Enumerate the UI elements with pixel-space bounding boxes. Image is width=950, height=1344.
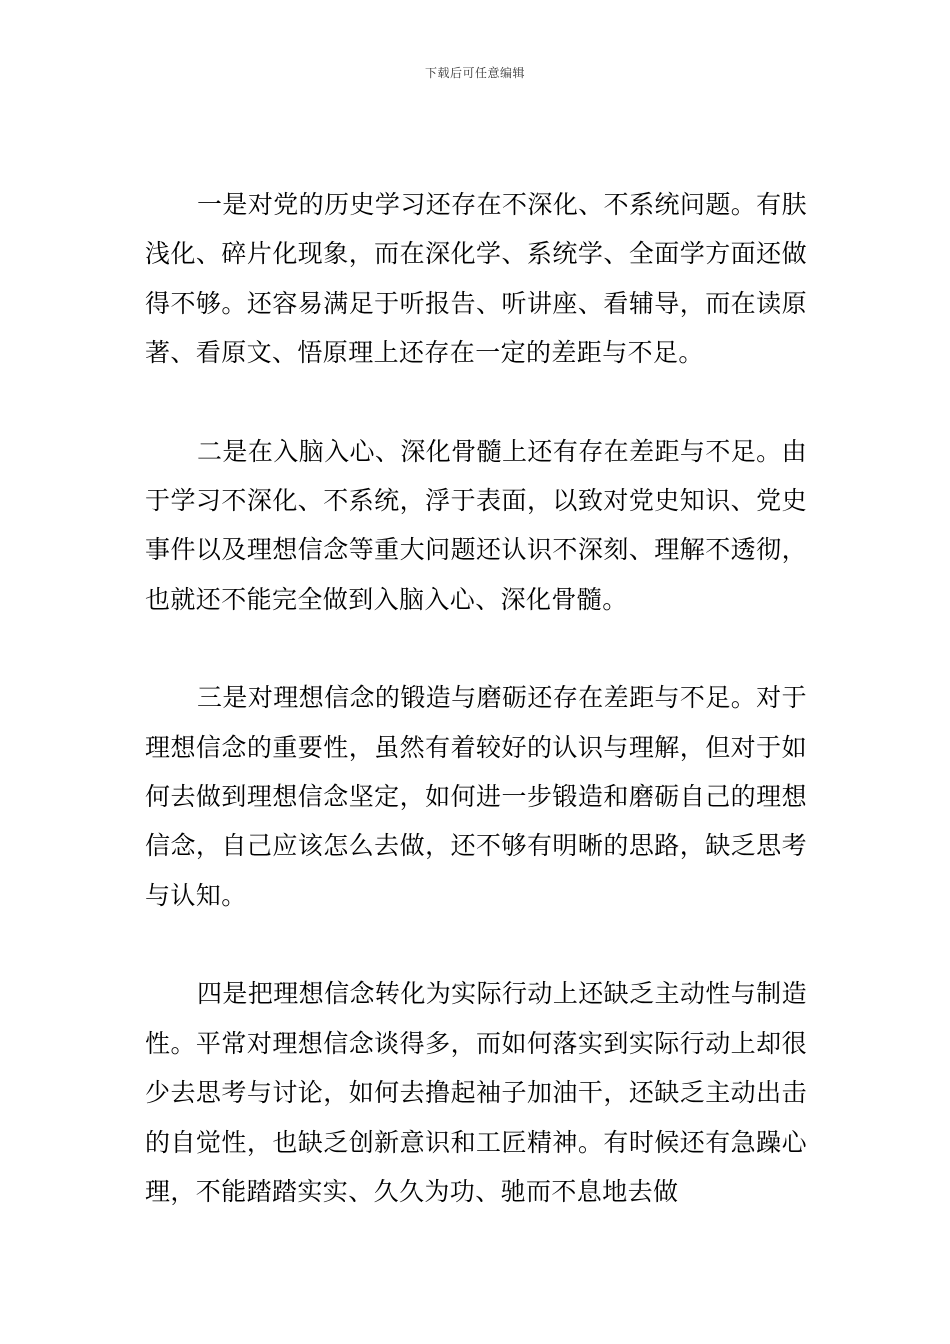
page-header: 下载后可任意编辑 <box>424 66 525 80</box>
document-body <box>145 180 807 1216</box>
paragraph-2: 二是在入脑入心、深化骨髓上还有存在差距与不足。由于学习不深化、不系统，浮于表面，以致对党史知识、党史事件以及理想信念等重大问题还认识不深刻、理解不透彻，也就还不能完全做到入脑入心、深化骨髓。 <box>145 436 807 614</box>
paragraph-4: 四是把理想信念转化为实际行动上还缺乏主动性与制造性。平常对理想信念谈得多，而如何落实到实际行动上却很少去思考与讨论，如何去撸起袖子加油干，还缺乏主动出击的自觉性，也缺乏创新意识和工匠精神。有时候还有急躁心理，不能踏踏实实、久久为功、驰而不息地去做 <box>145 979 807 1206</box>
paragraph-3: 三是对理想信念的锻造与磨砺还存在差距与不足。对于理想信念的重要性，虽然有着较好的认识与理解，但对于如何去做到理想信念坚定，如何进一步锻造和磨砺自己的理想信念，自己应该怎么去做，还不够有明晰的思路，缺乏思考与认知。 <box>145 683 807 910</box>
paragraph-1: 一是对党的历史学习还存在不深化、不系统问题。有肤浅化、碎片化现象，而在深化学、系统学、全面学方面还做得不够。还容易满足于听报告、听讲座、看辅导，而在读原著、看原文、悟原理上还存在一定的差距与不足。 <box>145 190 807 368</box>
